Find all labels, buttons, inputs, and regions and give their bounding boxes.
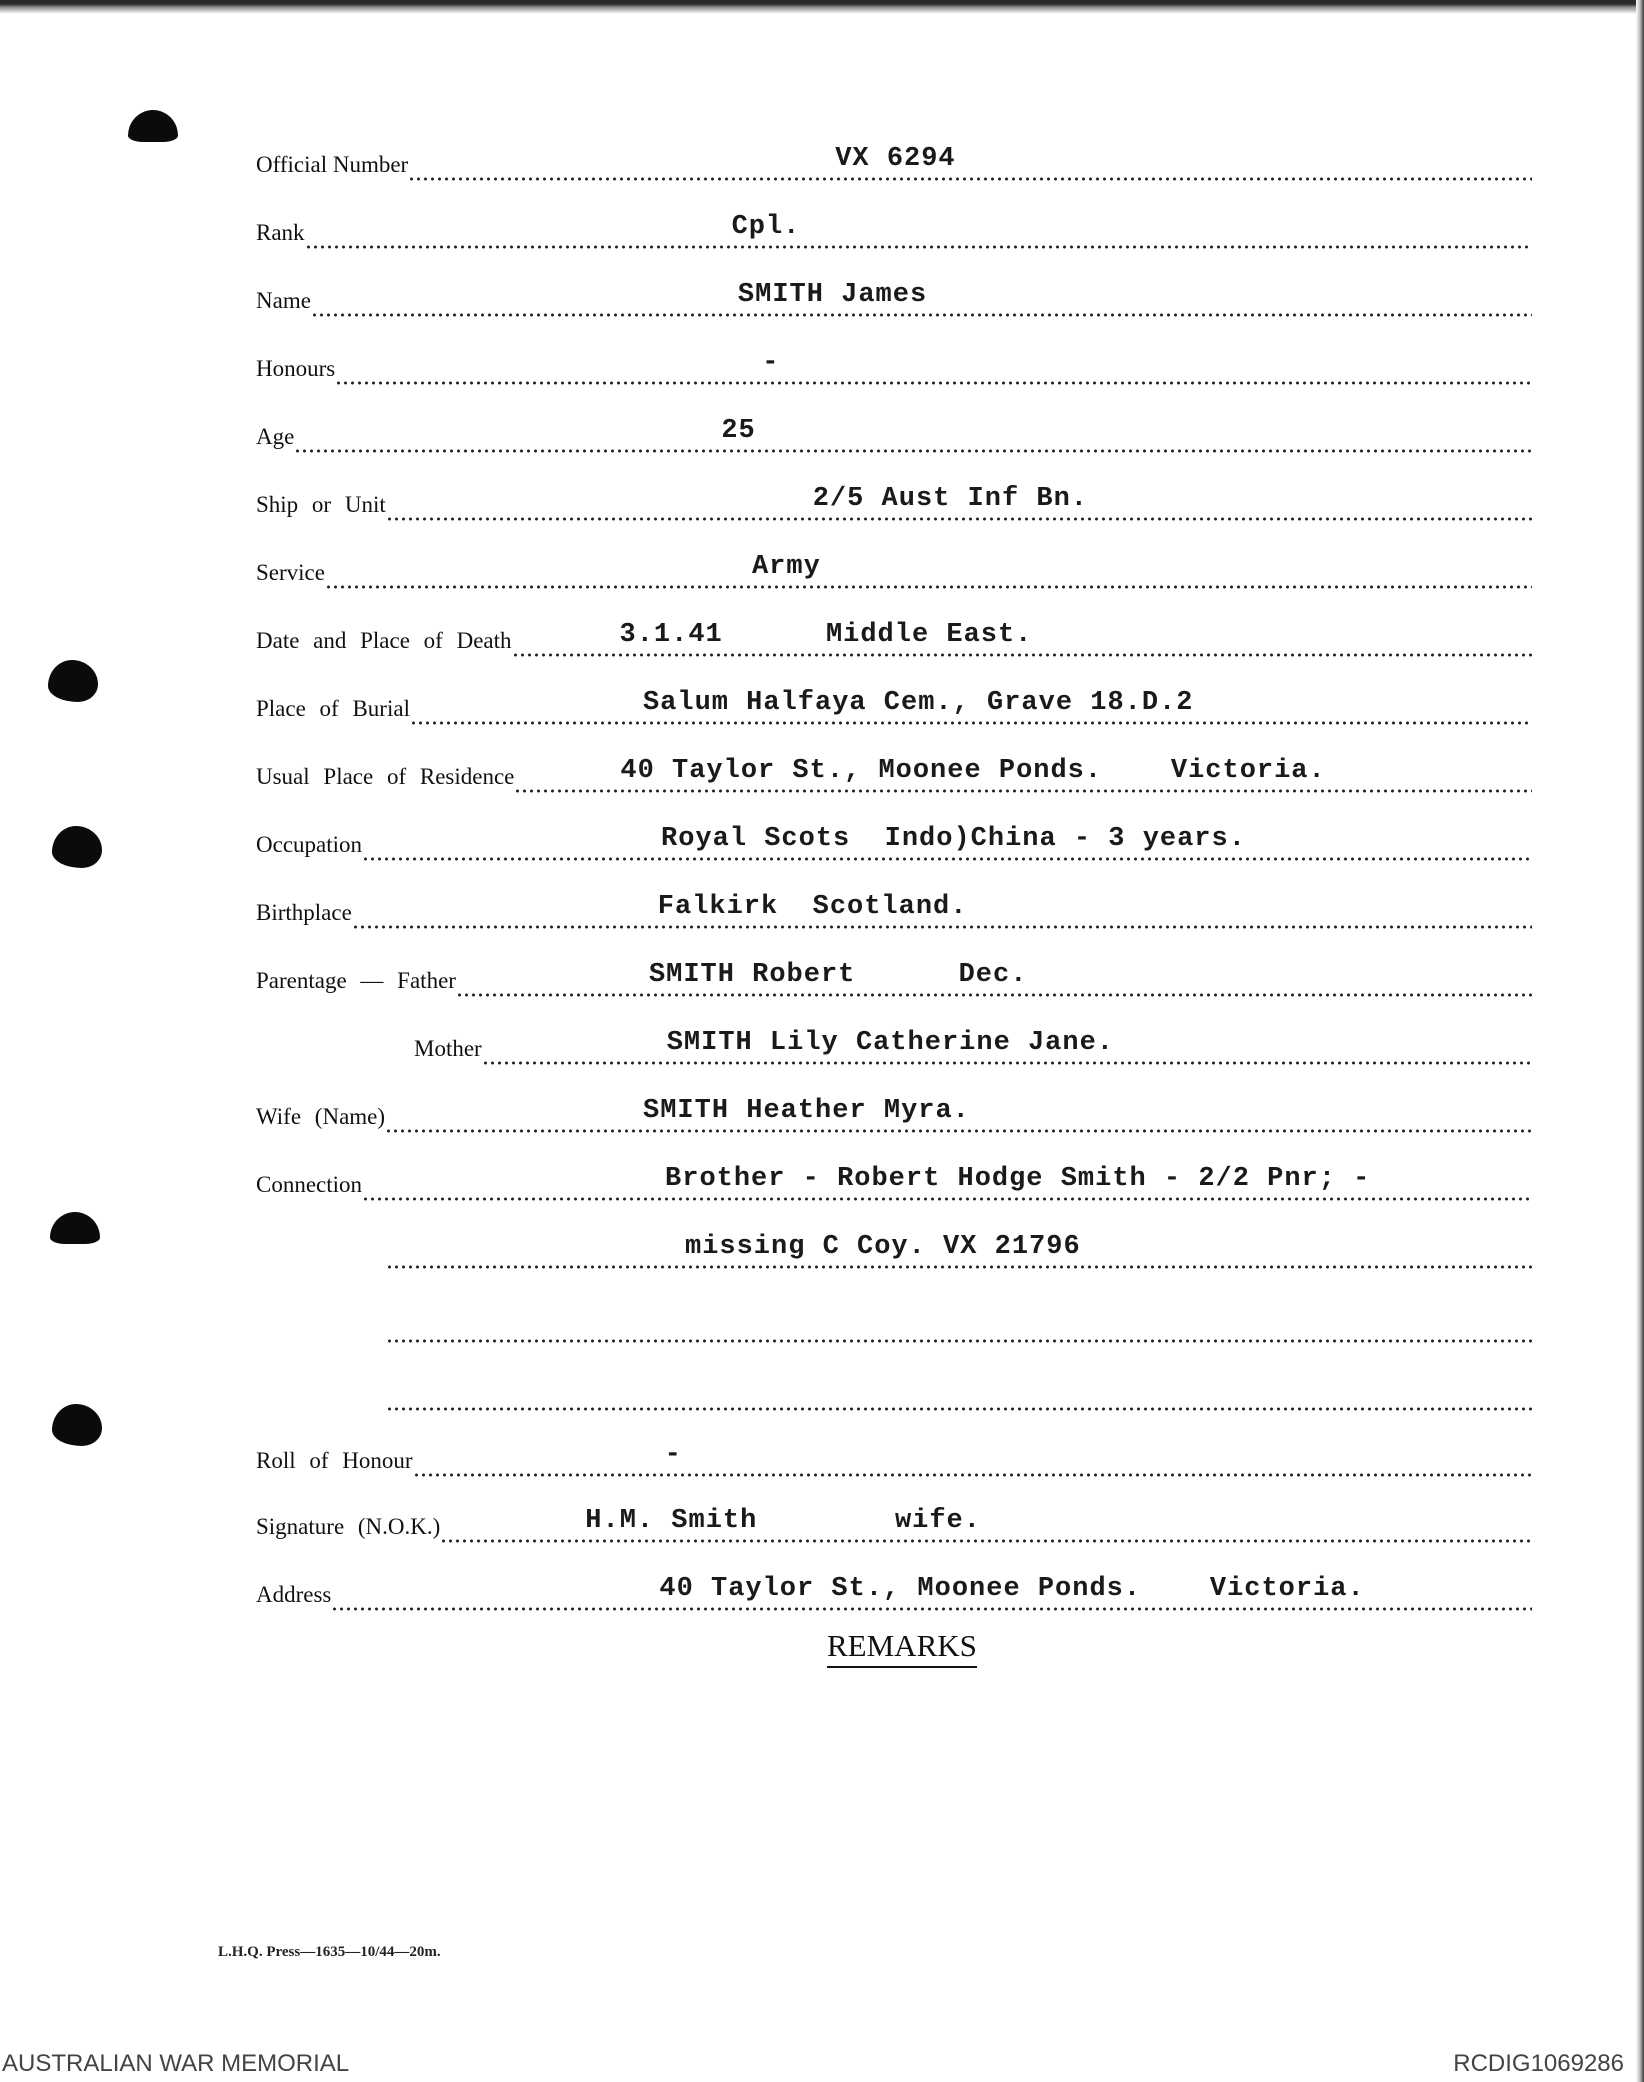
dotted-leader xyxy=(456,960,1532,998)
scan-top-edge xyxy=(0,0,1644,14)
value-rank: Cpl. xyxy=(731,212,801,242)
label-signature: Signature (N.O.K.) xyxy=(256,1514,441,1539)
scan-right-edge xyxy=(1636,0,1644,2082)
label-connection: Connection xyxy=(256,1172,363,1197)
dotted-leader xyxy=(386,1374,1532,1412)
row-service xyxy=(256,552,1532,590)
punch-hole-icon xyxy=(128,110,178,142)
dotted-leader xyxy=(386,1306,1532,1344)
label-ship-or-unit: Ship or Unit xyxy=(256,492,386,517)
dotted-leader xyxy=(305,212,1532,250)
dotted-leader xyxy=(335,348,1532,386)
label-roll-of-honour: Roll of Honour xyxy=(256,1448,413,1473)
value-service: Army xyxy=(751,552,821,582)
value-name: SMITH James xyxy=(737,280,928,310)
label-name: Name xyxy=(256,288,311,313)
value-official-number: VX 6294 xyxy=(835,144,956,174)
value-date-place-death: 3.1.41 Middle East. xyxy=(619,620,1033,650)
row-ship-or-unit xyxy=(256,484,1532,522)
row-honours xyxy=(256,348,1532,386)
label-occupation: Occupation xyxy=(256,832,363,857)
label-mother: Mother xyxy=(414,1036,482,1061)
dotted-leader xyxy=(408,144,1532,182)
row-place-of-burial xyxy=(256,688,1532,726)
dotted-leader xyxy=(413,1440,1532,1478)
label-address: Address xyxy=(256,1582,332,1607)
row-usual-residence xyxy=(256,756,1532,794)
row-age xyxy=(256,416,1532,454)
value-birthplace: Falkirk Scotland. xyxy=(657,892,968,922)
row-connection-cont-1 xyxy=(386,1232,1532,1270)
dotted-leader xyxy=(331,1574,1532,1612)
row-birthplace xyxy=(256,892,1532,930)
row-mother xyxy=(414,1028,1532,1066)
label-age: Age xyxy=(256,424,295,449)
row-connection-cont-3 xyxy=(386,1374,1532,1412)
footer-source: AUSTRALIAN WAR MEMORIAL xyxy=(2,2050,350,2077)
label-rank: Rank xyxy=(256,220,305,245)
label-usual-residence: Usual Place of Residence xyxy=(256,764,515,789)
punch-hole-icon xyxy=(50,1212,100,1244)
row-roll-of-honour xyxy=(256,1440,1532,1478)
dotted-leader xyxy=(294,416,1532,454)
punch-hole-icon xyxy=(52,1404,102,1446)
dotted-leader xyxy=(325,552,1532,590)
row-address xyxy=(256,1574,1532,1612)
value-place-of-burial: Salum Halfaya Cem., Grave 18.D.2 xyxy=(642,688,1194,718)
row-father xyxy=(256,960,1532,998)
value-connection-cont-1: missing C Coy. VX 21796 xyxy=(685,1232,1081,1262)
dotted-leader xyxy=(482,1028,1532,1066)
label-official-number: Official Number xyxy=(256,152,409,177)
value-wife: SMITH Heather Myra. xyxy=(643,1096,970,1126)
label-father: Parentage — Father xyxy=(256,968,456,993)
print-code: L.H.Q. Press—1635—10/44—20m. xyxy=(218,1944,441,1960)
dotted-leader xyxy=(512,620,1532,658)
row-name xyxy=(256,280,1532,318)
label-date-place-death: Date and Place of Death xyxy=(256,628,512,653)
value-age: 25 xyxy=(721,416,756,446)
row-connection-cont-2 xyxy=(386,1306,1532,1344)
label-service: Service xyxy=(256,560,325,585)
dotted-leader xyxy=(386,1232,1532,1270)
dotted-leader xyxy=(440,1506,1532,1544)
row-wife xyxy=(256,1096,1532,1134)
row-signature xyxy=(256,1506,1532,1544)
dotted-leader xyxy=(514,756,1532,794)
label-wife: Wife (Name) xyxy=(256,1104,386,1129)
row-connection xyxy=(256,1164,1532,1202)
footer-record-id: RCDIG1069286 xyxy=(1453,2050,1624,2077)
dotted-leader xyxy=(362,824,1532,862)
dotted-leader xyxy=(385,1096,1532,1134)
dotted-leader xyxy=(410,688,1532,726)
row-official-number xyxy=(256,144,1532,182)
value-mother: SMITH Lily Catherine Jane. xyxy=(666,1028,1114,1058)
row-rank xyxy=(256,212,1532,250)
dotted-leader xyxy=(386,484,1532,522)
label-birthplace: Birthplace xyxy=(256,900,352,925)
value-ship-or-unit: 2/5 Aust Inf Bn. xyxy=(812,484,1088,514)
value-signature: H.M. Smith wife. xyxy=(585,1506,981,1536)
label-place-of-burial: Place of Burial xyxy=(256,696,410,721)
value-connection: Brother - Robert Hodge Smith - 2/2 Pnr; - xyxy=(665,1164,1371,1194)
label-honours: Honours xyxy=(256,356,336,381)
value-occupation: Royal Scots Indo)China - 3 years. xyxy=(661,824,1246,854)
remarks-heading: REMARKS xyxy=(827,1628,977,1668)
row-date-place-death xyxy=(256,620,1532,658)
dotted-leader xyxy=(362,1164,1532,1202)
value-usual-residence: 40 Taylor St., Moonee Ponds. Victoria. xyxy=(620,756,1326,786)
value-address: 40 Taylor St., Moonee Ponds. Victoria. xyxy=(659,1574,1365,1604)
dotted-leader xyxy=(311,280,1532,318)
punch-hole-icon xyxy=(48,660,98,702)
dotted-leader xyxy=(352,892,1532,930)
row-occupation xyxy=(256,824,1532,862)
value-father: SMITH Robert Dec. xyxy=(648,960,1028,990)
punch-hole-icon xyxy=(52,826,102,868)
value-roll-of-honour: - xyxy=(664,1440,682,1470)
value-honours: - xyxy=(762,348,780,378)
